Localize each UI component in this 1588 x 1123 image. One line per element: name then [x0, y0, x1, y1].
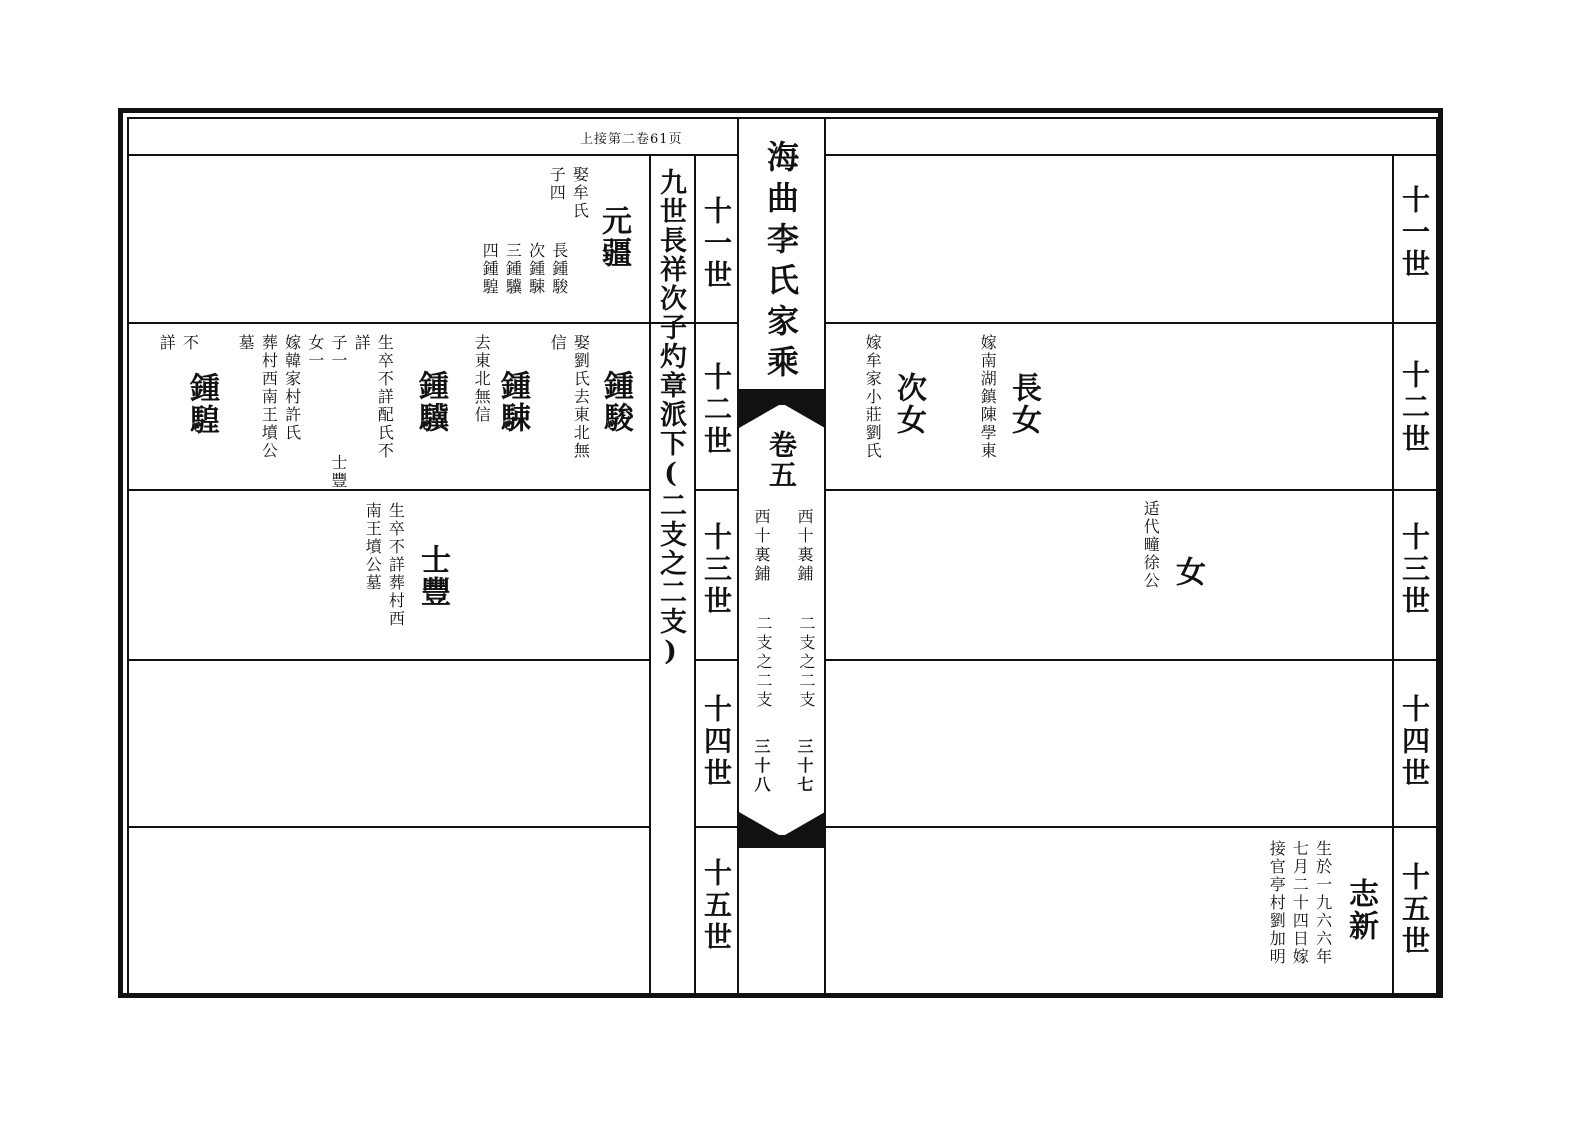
person-note: 去東北無信: [472, 334, 492, 424]
branch-title: 九世長祥次子灼章派下(二支之二支): [655, 168, 686, 669]
right-header-divider: [825, 154, 1438, 156]
person-name: 鍾騜: [184, 372, 219, 436]
spine-left-branch: 二支之二支: [754, 615, 773, 710]
gen-label-left-12: 十二世: [700, 362, 733, 458]
person-note: 不 詳: [157, 334, 200, 352]
spine-left-page: 三十八: [752, 738, 771, 795]
person-name: 長女: [1006, 372, 1041, 436]
continuation-note: 上接第二卷61页: [580, 132, 683, 147]
person-note: 适代疃徐公: [1141, 500, 1161, 590]
person-note: 嫁牟家小莊劉氏: [863, 334, 883, 460]
person-name: 女: [1170, 556, 1205, 588]
spine-right-place: 西十裏鋪: [795, 508, 814, 584]
left-row-divider: [128, 322, 737, 324]
person-name: 鍾駿: [598, 370, 633, 434]
gen-label-right-11: 十一世: [1398, 185, 1431, 281]
person-note: 生卒不詳葬村西 南王墳公墓: [363, 502, 406, 628]
person-name: 士豐: [415, 544, 450, 608]
person-note: 生卒不詳配氏不 詳 子一 士豐 女一 嫁韓家村許氏 葬村西南王墳公 墓: [236, 334, 395, 490]
volume-label: 卷五: [765, 430, 798, 490]
gen-label-left-14: 十四世: [700, 694, 733, 790]
person-name: 次女: [891, 372, 926, 436]
gen-label-right-15: 十五世: [1398, 862, 1431, 958]
right-row-divider: [825, 322, 1438, 324]
person-name: 鍾驥: [413, 370, 448, 434]
book-title: 海曲李氏家乘: [762, 140, 800, 386]
gen-label-right-12: 十二世: [1398, 360, 1431, 456]
person-note: 生於一九六六年 七月二十四日嫁 接官亭村劉加明: [1267, 840, 1333, 966]
left-row-divider: [694, 659, 737, 661]
spine-right-branch: 二支之二支: [797, 615, 816, 710]
person-note: 嫁南湖鎮陳學東: [978, 334, 998, 460]
gen-label-right-13: 十三世: [1398, 522, 1431, 618]
gen-label-left-13: 十三世: [700, 522, 733, 618]
spine-bottom-bar: [739, 840, 825, 848]
spine-right-page: 三十七: [795, 738, 814, 795]
person-name: 志新: [1343, 878, 1378, 942]
left-branch-col-line: [649, 155, 651, 995]
left-row-divider: [694, 826, 737, 828]
gen-label-left-15: 十五世: [700, 858, 733, 954]
person-note: 娶劉氏去東北無 信: [548, 334, 591, 460]
spine-left-place: 西十裏鋪: [752, 508, 771, 584]
sons-list: 長鍾駿 次鍾駷 三鍾驥 四鍾騜: [480, 242, 569, 296]
gen-label-right-14: 十四世: [1398, 694, 1431, 790]
person-name: 元疆: [596, 205, 631, 269]
left-row-divider: [694, 489, 737, 491]
gen-label-left-11: 十一世: [700, 196, 733, 292]
left-row-divider: [128, 659, 650, 661]
left-row-divider: [128, 826, 650, 828]
left-header-divider: [128, 154, 737, 156]
right-gen-col-line: [1392, 155, 1394, 995]
right-row-divider: [825, 826, 1438, 828]
person-name: 鍾駷: [495, 370, 530, 434]
person-note: 娶牟氏 子四: [547, 166, 590, 220]
right-row-divider: [825, 489, 1438, 491]
right-row-divider: [825, 659, 1438, 661]
left-gen-col-line: [694, 155, 696, 995]
